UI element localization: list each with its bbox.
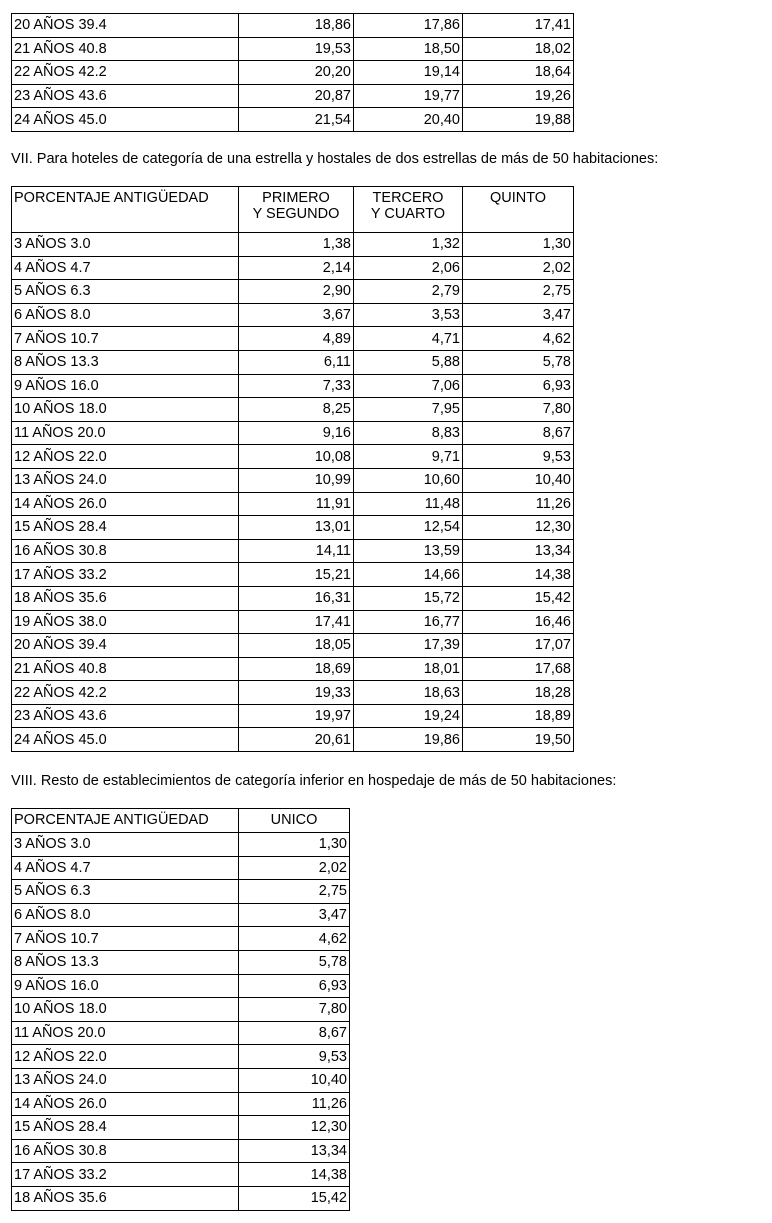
- value-cell: 17,07: [463, 634, 574, 658]
- value-cell: 17,86: [354, 14, 463, 38]
- table-row: [12, 516, 574, 540]
- value-cell: 19,14: [354, 61, 463, 85]
- value-cell: 9,53: [239, 1045, 350, 1069]
- value-cell: 16,46: [463, 610, 574, 634]
- table-row: [12, 1068, 350, 1092]
- value-cell: 10,99: [239, 468, 354, 492]
- table-row: [12, 61, 574, 85]
- table-row: [12, 256, 574, 280]
- value-cell: 2,75: [463, 280, 574, 304]
- value-cell: 11,48: [354, 492, 463, 516]
- table-row: [12, 704, 574, 728]
- row-label-cell: 7 AÑOS 10.7: [12, 927, 239, 951]
- row-label-cell: 10 AÑOS 18.0: [12, 398, 239, 422]
- value-cell: 13,34: [463, 539, 574, 563]
- value-cell: 2,06: [354, 256, 463, 280]
- row-label-cell: 18 AÑOS 35.6: [12, 1186, 239, 1210]
- value-cell: 17,39: [354, 634, 463, 658]
- row-label-cell: 14 AÑOS 26.0: [12, 492, 239, 516]
- value-cell: 10,40: [239, 1068, 350, 1092]
- table-row: [12, 303, 574, 327]
- table-body: [12, 14, 574, 132]
- row-label-cell: 8 AÑOS 13.3: [12, 350, 239, 374]
- value-cell: 10,40: [463, 468, 574, 492]
- table-row: [12, 634, 574, 658]
- row-label-cell: 11 AÑOS 20.0: [12, 421, 239, 445]
- table-row: [12, 492, 574, 516]
- table-row: [12, 539, 574, 563]
- value-cell: 7,06: [354, 374, 463, 398]
- value-cell: 11,26: [463, 492, 574, 516]
- row-label-cell: 17 AÑOS 33.2: [12, 1163, 239, 1187]
- table-row: [12, 350, 574, 374]
- value-cell: 9,16: [239, 421, 354, 445]
- value-cell: 8,25: [239, 398, 354, 422]
- section-viii-heading: VIII. Resto de establecimientos de categoría inferior en hospedaje de más de 50 habitaciones:: [11, 773, 617, 789]
- value-cell: 7,33: [239, 374, 354, 398]
- row-label-cell: 12 AÑOS 22.0: [12, 1045, 239, 1069]
- table-row: [12, 856, 350, 880]
- row-label-cell: 9 AÑOS 16.0: [12, 374, 239, 398]
- value-cell: 3,53: [354, 303, 463, 327]
- row-label-cell: 17 AÑOS 33.2: [12, 563, 239, 587]
- table-row: [12, 1116, 350, 1140]
- header-unico: UNICO: [239, 809, 350, 833]
- row-label-cell: 3 AÑOS 3.0: [12, 233, 239, 257]
- table-body: [12, 833, 350, 1211]
- table-row: [12, 1139, 350, 1163]
- table-row: [12, 468, 574, 492]
- value-cell: 20,61: [239, 728, 354, 752]
- value-cell: 15,72: [354, 586, 463, 610]
- value-cell: 15,42: [239, 1186, 350, 1210]
- value-cell: 2,75: [239, 880, 350, 904]
- value-cell: 6,93: [239, 974, 350, 998]
- table-body: [12, 233, 574, 752]
- value-cell: 19,26: [463, 84, 574, 108]
- value-cell: 19,86: [354, 728, 463, 752]
- table-row: [12, 950, 350, 974]
- value-cell: 13,01: [239, 516, 354, 540]
- value-cell: 2,02: [239, 856, 350, 880]
- value-cell: 1,32: [354, 233, 463, 257]
- value-cell: 9,71: [354, 445, 463, 469]
- value-cell: 2,02: [463, 256, 574, 280]
- table-row: [12, 880, 350, 904]
- value-cell: 10,60: [354, 468, 463, 492]
- table-row: [12, 37, 574, 61]
- table-row: [12, 681, 574, 705]
- value-cell: 8,83: [354, 421, 463, 445]
- section-viii-table: [11, 808, 350, 1211]
- value-cell: 15,21: [239, 563, 354, 587]
- table-row: [12, 1092, 350, 1116]
- value-cell: 19,50: [463, 728, 574, 752]
- value-cell: 17,68: [463, 657, 574, 681]
- row-label-cell: 11 AÑOS 20.0: [12, 1021, 239, 1045]
- header-antiguedad: PORCENTAJE ANTIGÜEDAD: [12, 187, 239, 233]
- value-cell: 18,86: [239, 14, 354, 38]
- row-label-cell: 24 AÑOS 45.0: [12, 108, 239, 132]
- value-cell: 18,69: [239, 657, 354, 681]
- row-label-cell: 9 AÑOS 16.0: [12, 974, 239, 998]
- value-cell: 14,66: [354, 563, 463, 587]
- value-cell: 4,62: [239, 927, 350, 951]
- value-cell: 17,41: [239, 610, 354, 634]
- value-cell: 5,78: [239, 950, 350, 974]
- value-cell: 20,20: [239, 61, 354, 85]
- row-label-cell: 24 AÑOS 45.0: [12, 728, 239, 752]
- row-label-cell: 3 AÑOS 3.0: [12, 833, 239, 857]
- row-label-cell: 4 AÑOS 4.7: [12, 856, 239, 880]
- row-label-cell: 20 AÑOS 39.4: [12, 14, 239, 38]
- value-cell: 3,67: [239, 303, 354, 327]
- row-label-cell: 15 AÑOS 28.4: [12, 1116, 239, 1140]
- value-cell: 13,34: [239, 1139, 350, 1163]
- table-row: [12, 1045, 350, 1069]
- value-cell: 21,54: [239, 108, 354, 132]
- row-label-cell: 21 AÑOS 40.8: [12, 657, 239, 681]
- value-cell: 11,91: [239, 492, 354, 516]
- value-cell: 7,80: [463, 398, 574, 422]
- value-cell: 1,30: [463, 233, 574, 257]
- table-row: [12, 84, 574, 108]
- table-row: [12, 563, 574, 587]
- row-label-cell: 7 AÑOS 10.7: [12, 327, 239, 351]
- value-cell: 12,30: [463, 516, 574, 540]
- value-cell: 18,50: [354, 37, 463, 61]
- table-row: [12, 327, 574, 351]
- table-row: [12, 374, 574, 398]
- section-vii-heading: VII. Para hoteles de categoría de una estrella y hostales de dos estrellas de más de 50 habitaciones:: [11, 151, 659, 167]
- table-row: [12, 280, 574, 304]
- value-cell: 8,67: [463, 421, 574, 445]
- row-label-cell: 18 AÑOS 35.6: [12, 586, 239, 610]
- value-cell: 19,97: [239, 704, 354, 728]
- row-label-cell: 23 AÑOS 43.6: [12, 84, 239, 108]
- value-cell: 18,05: [239, 634, 354, 658]
- table-row: [12, 421, 574, 445]
- value-cell: 3,47: [239, 903, 350, 927]
- value-cell: 3,47: [463, 303, 574, 327]
- value-cell: 18,01: [354, 657, 463, 681]
- value-cell: 2,79: [354, 280, 463, 304]
- value-cell: 18,89: [463, 704, 574, 728]
- value-cell: 2,90: [239, 280, 354, 304]
- value-cell: 5,88: [354, 350, 463, 374]
- table-row: [12, 1163, 350, 1187]
- value-cell: 18,64: [463, 61, 574, 85]
- row-label-cell: 22 AÑOS 42.2: [12, 61, 239, 85]
- table-header-row: [12, 187, 574, 233]
- value-cell: 4,71: [354, 327, 463, 351]
- value-cell: 12,30: [239, 1116, 350, 1140]
- value-cell: 20,40: [354, 108, 463, 132]
- row-label-cell: 21 AÑOS 40.8: [12, 37, 239, 61]
- value-cell: 15,42: [463, 586, 574, 610]
- value-cell: 18,02: [463, 37, 574, 61]
- table-row: [12, 927, 350, 951]
- table-row: [12, 1021, 350, 1045]
- row-label-cell: 8 AÑOS 13.3: [12, 950, 239, 974]
- row-label-cell: 5 AÑOS 6.3: [12, 880, 239, 904]
- table-row: [12, 398, 574, 422]
- value-cell: 7,80: [239, 998, 350, 1022]
- table-row: [12, 610, 574, 634]
- value-cell: 19,24: [354, 704, 463, 728]
- value-cell: 20,87: [239, 84, 354, 108]
- table-row: [12, 998, 350, 1022]
- row-label-cell: 23 AÑOS 43.6: [12, 704, 239, 728]
- value-cell: 11,26: [239, 1092, 350, 1116]
- section-vii-table: [11, 186, 574, 752]
- value-cell: 19,33: [239, 681, 354, 705]
- table-row: [12, 657, 574, 681]
- header-primero-segundo: PRIMERO Y SEGUNDO: [239, 187, 354, 233]
- row-label-cell: 13 AÑOS 24.0: [12, 1068, 239, 1092]
- row-label-cell: 6 AÑOS 8.0: [12, 303, 239, 327]
- table-row: [12, 586, 574, 610]
- row-label-cell: 12 AÑOS 22.0: [12, 445, 239, 469]
- value-cell: 14,11: [239, 539, 354, 563]
- table-row: [12, 974, 350, 998]
- value-cell: 14,38: [239, 1163, 350, 1187]
- value-cell: 18,63: [354, 681, 463, 705]
- row-label-cell: 22 AÑOS 42.2: [12, 681, 239, 705]
- value-cell: 19,53: [239, 37, 354, 61]
- value-cell: 12,54: [354, 516, 463, 540]
- row-label-cell: 19 AÑOS 38.0: [12, 610, 239, 634]
- value-cell: 9,53: [463, 445, 574, 469]
- row-label-cell: 16 AÑOS 30.8: [12, 539, 239, 563]
- value-cell: 18,28: [463, 681, 574, 705]
- value-cell: 1,38: [239, 233, 354, 257]
- table-row: [12, 903, 350, 927]
- header-quinto: QUINTO: [463, 187, 574, 233]
- value-cell: 8,67: [239, 1021, 350, 1045]
- value-cell: 17,41: [463, 14, 574, 38]
- table-row: [12, 445, 574, 469]
- table-row: [12, 14, 574, 38]
- header-antiguedad: PORCENTAJE ANTIGÜEDAD: [12, 809, 239, 833]
- row-label-cell: 10 AÑOS 18.0: [12, 998, 239, 1022]
- row-label-cell: 4 AÑOS 4.7: [12, 256, 239, 280]
- value-cell: 19,77: [354, 84, 463, 108]
- row-label-cell: 5 AÑOS 6.3: [12, 280, 239, 304]
- row-label-cell: 20 AÑOS 39.4: [12, 634, 239, 658]
- value-cell: 2,14: [239, 256, 354, 280]
- value-cell: 14,38: [463, 563, 574, 587]
- row-label-cell: 14 AÑOS 26.0: [12, 1092, 239, 1116]
- value-cell: 10,08: [239, 445, 354, 469]
- value-cell: 4,89: [239, 327, 354, 351]
- table-header-row: [12, 809, 350, 833]
- value-cell: 7,95: [354, 398, 463, 422]
- table-row: [12, 833, 350, 857]
- table-row: [12, 108, 574, 132]
- table-row: [12, 728, 574, 752]
- row-label-cell: 15 AÑOS 28.4: [12, 516, 239, 540]
- value-cell: 5,78: [463, 350, 574, 374]
- value-cell: 13,59: [354, 539, 463, 563]
- value-cell: 16,77: [354, 610, 463, 634]
- value-cell: 6,11: [239, 350, 354, 374]
- table-row: [12, 1186, 350, 1210]
- value-cell: 4,62: [463, 327, 574, 351]
- row-label-cell: 16 AÑOS 30.8: [12, 1139, 239, 1163]
- value-cell: 1,30: [239, 833, 350, 857]
- table-row: [12, 233, 574, 257]
- row-label-cell: 13 AÑOS 24.0: [12, 468, 239, 492]
- row-label-cell: 6 AÑOS 8.0: [12, 903, 239, 927]
- value-cell: 16,31: [239, 586, 354, 610]
- value-cell: 6,93: [463, 374, 574, 398]
- seniority-table-continued: [11, 13, 574, 132]
- header-tercero-cuarto: TERCERO Y CUARTO: [354, 187, 463, 233]
- value-cell: 19,88: [463, 108, 574, 132]
